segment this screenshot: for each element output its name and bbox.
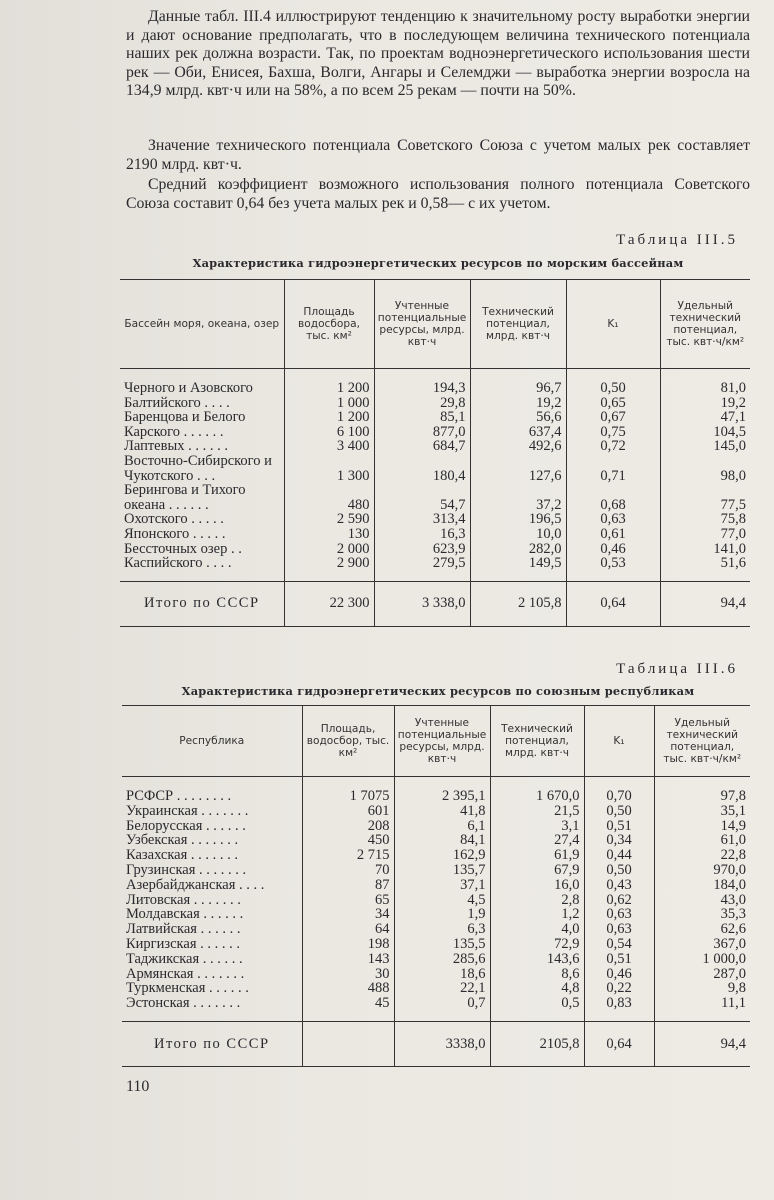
table-5-header: Площадь водосбора, тыс. км² (284, 280, 374, 369)
table-5-header-row (120, 280, 750, 369)
table-cell: 67,9 (490, 863, 584, 878)
table-cell: 51,6 (660, 556, 750, 581)
table-6-header: Республика (122, 706, 302, 777)
table-cell: 279,5 (374, 556, 470, 581)
table-cell: 0,72 (566, 439, 660, 454)
row-label: Черного и Азовского (124, 380, 253, 396)
table-6-title: Характеристика гидроэнергетических ресурсов по союзным республикам (181, 684, 695, 698)
table-cell: 0,22 (584, 981, 654, 996)
table-cell: 1,2 (490, 907, 584, 922)
table-row (122, 804, 750, 819)
table-5-title: Характеристика гидроэнергетических ресурсов по морским бассейнам (192, 256, 684, 270)
table-row (120, 512, 750, 527)
table-cell: 19,2 (660, 396, 750, 411)
row-label: Таджикская . . . . . . (126, 950, 243, 967)
table-cell: 1 670,0 (490, 777, 584, 804)
table-cell: 0,50 (584, 804, 654, 819)
table-6-header: Технический потенциал, млрд. квт·ч (490, 706, 584, 777)
row-label: Белорусская . . . . . . (126, 817, 246, 834)
table-row (120, 410, 750, 425)
table-cell: 6,1 (394, 819, 490, 834)
table-cell: 0,51 (584, 819, 654, 834)
table-cell: 488 (302, 981, 394, 996)
table-cell: 3,1 (490, 819, 584, 834)
table-cell: 34 (302, 907, 394, 922)
table-cell: 22,1 (394, 981, 490, 996)
row-label: Восточно-Сибирского и Чукотского . . . (124, 452, 272, 484)
table-cell: 3 400 (284, 439, 374, 454)
table-5-header: Бассейн моря, океана, озер (120, 280, 284, 369)
table-cell: 104,5 (660, 425, 750, 440)
table-cell: 27,4 (490, 833, 584, 848)
row-label: Молдавская . . . . . . (126, 906, 244, 923)
total-cell: 3 338,0 (374, 581, 470, 626)
table-cell: 0,63 (566, 512, 660, 527)
row-label: Азербайджанская . . . . (126, 876, 265, 893)
table-cell: 10,0 (470, 527, 566, 542)
table-5-header: Технический потенциал, млрд. квт·ч (470, 280, 566, 369)
table-cell: 684,7 (374, 439, 470, 454)
table-cell: 143,6 (490, 952, 584, 967)
table-cell: 41,8 (394, 804, 490, 819)
row-label: РСФСР . . . . . . . . (126, 788, 232, 804)
table-5 (120, 279, 750, 627)
row-label: Каспийского . . . . (124, 555, 232, 572)
table-6-header: Удельный технический потенциал, тыс. квт·ч/км² (654, 706, 750, 777)
table-cell: 4,0 (490, 922, 584, 937)
table-cell: 208 (302, 819, 394, 834)
table-cell: 6 100 (284, 425, 374, 440)
table-cell: 0,83 (584, 996, 654, 1021)
paragraph-1: Данные табл. III.4 иллюстрируют тенденцию к значительному росту выработки энергии и дают основание предполагать, что в последующем величина технического потенциала наших рек должна возрасти. Так, по проектам водноэнергетического использования шести рек — Оби, Енисея, Бахша, Волги, Ангары и Селемджи — выработка энергии возросла на 134,9 млрд. квт·ч или на 58%, а по всем 25 рекам — почти на 50%. (126, 8, 750, 100)
table-cell: 143 (302, 952, 394, 967)
row-label: Эстонская . . . . . . . (126, 995, 241, 1012)
table-cell: 0,70 (584, 777, 654, 804)
table-cell: 0,61 (566, 527, 660, 542)
table-cell: 135,7 (394, 863, 490, 878)
table-cell: 1 000 (284, 396, 374, 411)
paragraph-3: Средний коэффициент возможного использования полного потенциала Советского Союза составит 0,64 без учета малых рек и 0,58— с их учетом. (126, 176, 750, 212)
table-cell: 43,0 (654, 893, 750, 908)
table-cell: 8,6 (490, 967, 584, 982)
table-cell: 2 590 (284, 512, 374, 527)
table-cell: 22,8 (654, 848, 750, 863)
table-cell: 11,1 (654, 996, 750, 1021)
table-cell: 0,46 (584, 967, 654, 982)
table-cell: 2 395,1 (394, 777, 490, 804)
table-cell: 180,4 (374, 454, 470, 483)
table-cell: 2 900 (284, 556, 374, 581)
row-label: Охотского . . . . . (124, 511, 224, 528)
table-cell: 0,50 (566, 369, 660, 396)
table-cell: 29,8 (374, 396, 470, 411)
table-cell: 1 200 (284, 369, 374, 396)
table-cell: 0,50 (584, 863, 654, 878)
row-label: Узбекская . . . . . . . (126, 832, 239, 849)
table-cell: 162,9 (394, 848, 490, 863)
table-row (122, 848, 750, 863)
table-cell: 0,71 (566, 454, 660, 483)
table-cell: 0,63 (584, 907, 654, 922)
row-label: Казахская . . . . . . . (126, 847, 239, 864)
table-cell: 87 (302, 878, 394, 893)
table-cell: 287,0 (654, 967, 750, 982)
table-row (122, 981, 750, 996)
row-label: Литовская . . . . . . . (126, 891, 241, 908)
table-cell: 75,8 (660, 512, 750, 527)
table-cell: 0,68 (566, 483, 660, 512)
table-row (120, 396, 750, 411)
table-cell: 0,43 (584, 878, 654, 893)
page-number: 110 (126, 1078, 150, 1095)
total-cell (302, 1021, 394, 1066)
table-cell: 0,46 (566, 542, 660, 557)
table-row (120, 439, 750, 454)
table-cell: 1 300 (284, 454, 374, 483)
total-row (122, 1021, 750, 1066)
row-label: Балтийского . . . . (124, 394, 230, 411)
table-row (122, 833, 750, 848)
table-cell: 21,5 (490, 804, 584, 819)
table-cell: 492,6 (470, 439, 566, 454)
table-row (122, 878, 750, 893)
table-5-header: Учтенные потенциальные ресурсы, млрд. квт·ч (374, 280, 470, 369)
table-cell: 72,9 (490, 937, 584, 952)
table-6-header-row (122, 706, 750, 777)
table-cell: 84,1 (394, 833, 490, 848)
table-cell: 35,3 (654, 907, 750, 922)
table-cell: 77,0 (660, 527, 750, 542)
table-cell: 97,8 (654, 777, 750, 804)
table-row (120, 556, 750, 581)
row-label: Берингова и Тихого океана . . . . . . (124, 482, 246, 513)
table-cell: 37,1 (394, 878, 490, 893)
table-cell: 127,6 (470, 454, 566, 483)
table-5-number: Таблица III.5 (616, 232, 738, 248)
table-cell: 9,8 (654, 981, 750, 996)
table-cell: 0,62 (584, 893, 654, 908)
table-row (122, 893, 750, 908)
row-label: Туркменская . . . . . . (126, 980, 249, 997)
table-cell: 0,67 (566, 410, 660, 425)
table-cell: 282,0 (470, 542, 566, 557)
table-row (122, 937, 750, 952)
total-row (120, 581, 750, 626)
table-cell: 16,0 (490, 878, 584, 893)
table-row (122, 952, 750, 967)
table-cell: 1 000,0 (654, 952, 750, 967)
table-5-header: K₁ (566, 280, 660, 369)
table-cell: 37,2 (470, 483, 566, 512)
table-row (122, 967, 750, 982)
row-label: Латвийская . . . . . . (126, 921, 241, 938)
table-cell: 30 (302, 967, 394, 982)
table-cell: 0,65 (566, 396, 660, 411)
table-cell: 47,1 (660, 410, 750, 425)
table-cell: 0,44 (584, 848, 654, 863)
total-cell: 22 300 (284, 581, 374, 626)
table-cell: 1 7075 (302, 777, 394, 804)
table-cell: 64 (302, 922, 394, 937)
table-cell: 18,6 (394, 967, 490, 982)
table-cell: 77,5 (660, 483, 750, 512)
table-cell: 96,7 (470, 369, 566, 396)
row-label: Бессточных озер . . (124, 540, 242, 557)
total-cell: 3338,0 (394, 1021, 490, 1066)
table-cell: 480 (284, 483, 374, 512)
table-row (120, 369, 750, 396)
row-label: Грузинская . . . . . . . (126, 861, 247, 878)
table-cell: 141,0 (660, 542, 750, 557)
table-cell: 81,0 (660, 369, 750, 396)
table-row (120, 483, 750, 512)
table-5-body (120, 369, 750, 627)
table-cell: 2 000 (284, 542, 374, 557)
table-cell: 145,0 (660, 439, 750, 454)
total-cell: 0,64 (584, 1021, 654, 1066)
table-6-header: K₁ (584, 706, 654, 777)
table-row (120, 454, 750, 483)
table-5-header: Удельный технический потенциал, тыс. квт·ч/км² (660, 280, 750, 369)
table-cell: 54,7 (374, 483, 470, 512)
table-cell: 98,0 (660, 454, 750, 483)
table-cell: 65 (302, 893, 394, 908)
table-cell: 45 (302, 996, 394, 1021)
row-label: Баренцова и Белого (124, 409, 246, 426)
table-cell: 61,9 (490, 848, 584, 863)
table-row (120, 527, 750, 542)
table-cell: 0,53 (566, 556, 660, 581)
table-cell: 70 (302, 863, 394, 878)
table-6-header: Площадь, водосбор, тыс. км² (302, 706, 394, 777)
table-cell: 14,9 (654, 819, 750, 834)
table-row (122, 863, 750, 878)
table-cell: 0,34 (584, 833, 654, 848)
table-6-number: Таблица III.6 (616, 661, 738, 677)
table-row (120, 425, 750, 440)
table-cell: 4,5 (394, 893, 490, 908)
table-cell: 2,8 (490, 893, 584, 908)
table-cell: 61,0 (654, 833, 750, 848)
table-cell: 4,8 (490, 981, 584, 996)
table-cell: 601 (302, 804, 394, 819)
row-label: Японского . . . . . (124, 525, 226, 542)
table-row (122, 777, 750, 804)
total-label: Итого по СССР (122, 1021, 302, 1066)
table-cell: 35,1 (654, 804, 750, 819)
total-cell: 94,4 (654, 1021, 750, 1066)
table-cell: 194,3 (374, 369, 470, 396)
table-6-header: Учтенные потенциальные ресурсы, млрд. квт·ч (394, 706, 490, 777)
table-6 (122, 705, 750, 1067)
row-label: Лаптевых . . . . . . (124, 438, 228, 455)
table-cell: 56,6 (470, 410, 566, 425)
table-cell: 313,4 (374, 512, 470, 527)
table-cell: 62,6 (654, 922, 750, 937)
total-cell: 2 105,8 (470, 581, 566, 626)
table-cell: 450 (302, 833, 394, 848)
total-cell: 2105,8 (490, 1021, 584, 1066)
table-cell: 0,75 (566, 425, 660, 440)
table-row (122, 907, 750, 922)
table-cell: 1,9 (394, 907, 490, 922)
table-cell: 19,2 (470, 396, 566, 411)
table-row (122, 922, 750, 937)
table-cell: 184,0 (654, 878, 750, 893)
table-cell: 877,0 (374, 425, 470, 440)
total-label: Итого по СССР (120, 581, 284, 626)
table-cell: 130 (284, 527, 374, 542)
table-cell: 1 200 (284, 410, 374, 425)
row-label: Киргизская . . . . . . (126, 935, 240, 952)
row-label: Карского . . . . . . (124, 423, 224, 440)
table-cell: 149,5 (470, 556, 566, 581)
table-row (122, 996, 750, 1021)
table-cell: 16,3 (374, 527, 470, 542)
table-cell: 2 715 (302, 848, 394, 863)
table-cell: 6,3 (394, 922, 490, 937)
table-cell: 285,6 (394, 952, 490, 967)
table-cell: 0,54 (584, 937, 654, 952)
table-cell: 0,7 (394, 996, 490, 1021)
total-cell: 0,64 (566, 581, 660, 626)
table-cell: 0,51 (584, 952, 654, 967)
table-cell: 637,4 (470, 425, 566, 440)
row-label: Украинская . . . . . . . (126, 802, 249, 819)
paragraph-2: Значение технического потенциала Советского Союза с учетом малых рек составляет 2190 млрд. квт·ч. (126, 137, 750, 173)
table-row (122, 819, 750, 834)
table-cell: 367,0 (654, 937, 750, 952)
table-cell: 623,9 (374, 542, 470, 557)
table-6-body (122, 777, 750, 1067)
table-cell: 85,1 (374, 410, 470, 425)
table-cell: 196,5 (470, 512, 566, 527)
table-cell: 0,5 (490, 996, 584, 1021)
table-cell: 970,0 (654, 863, 750, 878)
row-label: Армянская . . . . . . . (126, 965, 245, 982)
table-cell: 135,5 (394, 937, 490, 952)
table-row (120, 542, 750, 557)
table-cell: 198 (302, 937, 394, 952)
table-cell: 0,63 (584, 922, 654, 937)
total-cell: 94,4 (660, 581, 750, 626)
